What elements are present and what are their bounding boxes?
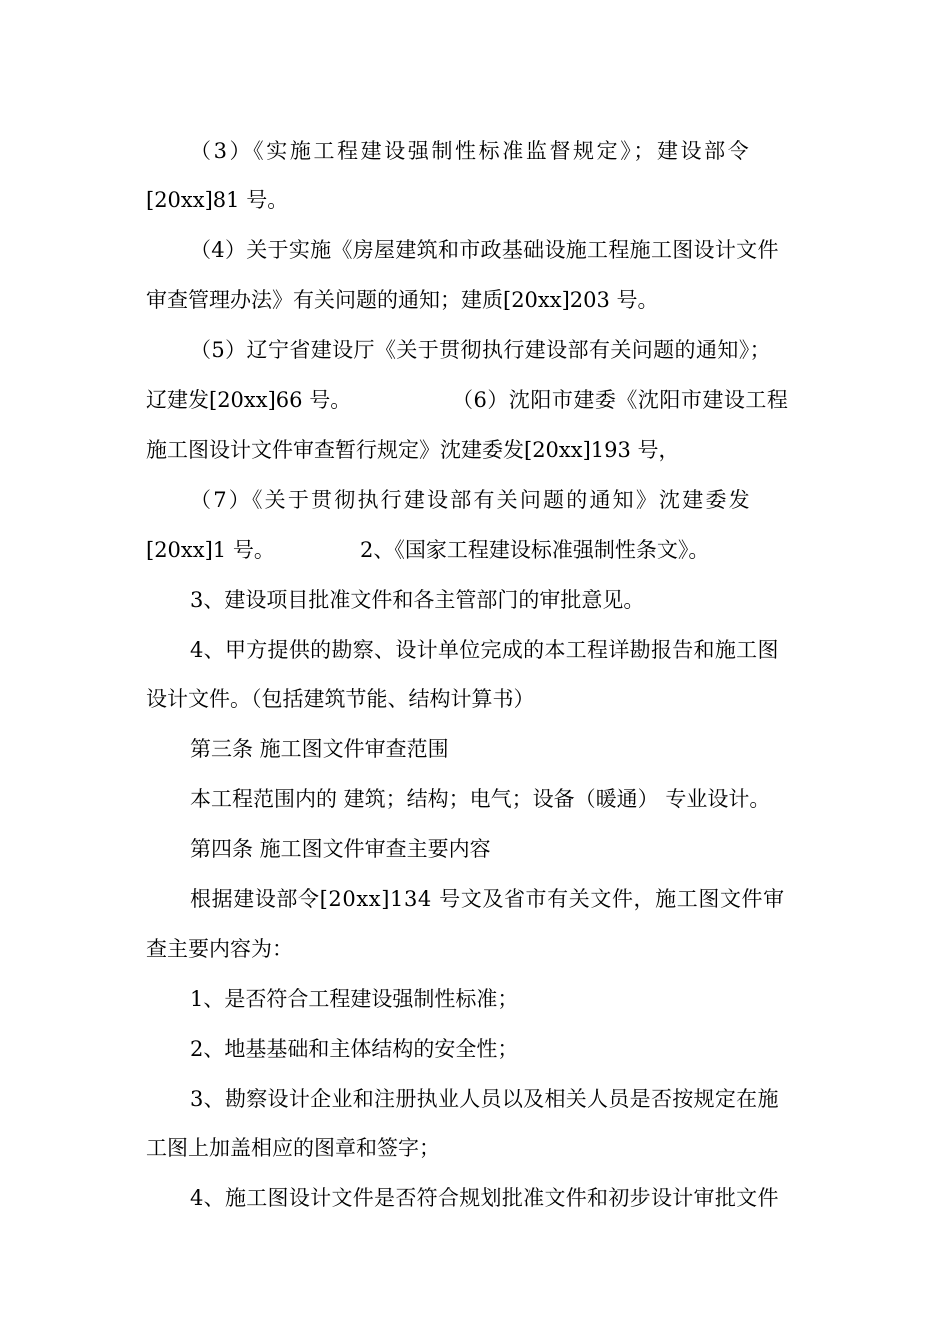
text-line: [20xx]1 号。 — [146, 538, 275, 562]
text-line: 3、建设项目批准文件和各主管部门的审批意见。 — [190, 588, 645, 612]
text-line: 工图上加盖相应的图章和签字； — [146, 1136, 440, 1160]
section-heading: 第四条 施工图文件审查主要内容 — [190, 837, 491, 861]
text-line: 审查管理办法》有关问题的通知；建质[20xx]203 号。 — [146, 288, 659, 312]
text-line: 辽建发[20xx]66 号。 — [146, 388, 352, 412]
list-item: 1、是否符合工程建设强制性标准； — [190, 987, 519, 1011]
text-line: （7）《关于贯彻执行建设部有关问题的通知》沈建委发 — [190, 488, 752, 512]
text-line: （4）关于实施《房屋建筑和市政基础设施工程施工图设计文件 — [190, 238, 779, 262]
text-line: （5）辽宁省建设厅《关于贯彻执行建设部有关问题的通知》； — [190, 338, 772, 362]
text-line: 施工图设计文件审查暂行规定》沈建委发[20xx]193 号， — [146, 438, 680, 462]
text-line: [20xx]81 号。 — [146, 188, 289, 212]
text-line: 设计文件。（包括建筑节能、结构计算书） — [146, 687, 535, 711]
text-line: 2、《国家工程建设标准强制性条文》。 — [360, 538, 710, 562]
text-line: （3）《实施工程建设强制性标准监督规定》；建设部令 — [190, 139, 752, 163]
list-item: 3、勘察设计企业和注册执业人员以及相关人员是否按规定在施 — [190, 1087, 779, 1111]
text-line: 根据建设部令[20xx]134 号文及省市有关文件，施工图文件审 — [190, 887, 785, 911]
text-line: 4、甲方提供的勘察、设计单位完成的本工程详勘报告和施工图 — [190, 638, 779, 662]
text-line: （6）沈阳市建委《沈阳市建设工程 — [452, 388, 789, 412]
text-line: 查主要内容为： — [146, 937, 293, 961]
list-item: 2、地基基础和主体结构的安全性； — [190, 1037, 519, 1061]
list-item: 4、施工图设计文件是否符合规划批准文件和初步设计审批文件 — [190, 1186, 779, 1210]
text-line: 本工程范围内的 建筑；结构；电气；设备（暖通） 专业设计。 — [190, 787, 771, 811]
section-heading: 第三条 施工图文件审查范围 — [190, 737, 449, 761]
